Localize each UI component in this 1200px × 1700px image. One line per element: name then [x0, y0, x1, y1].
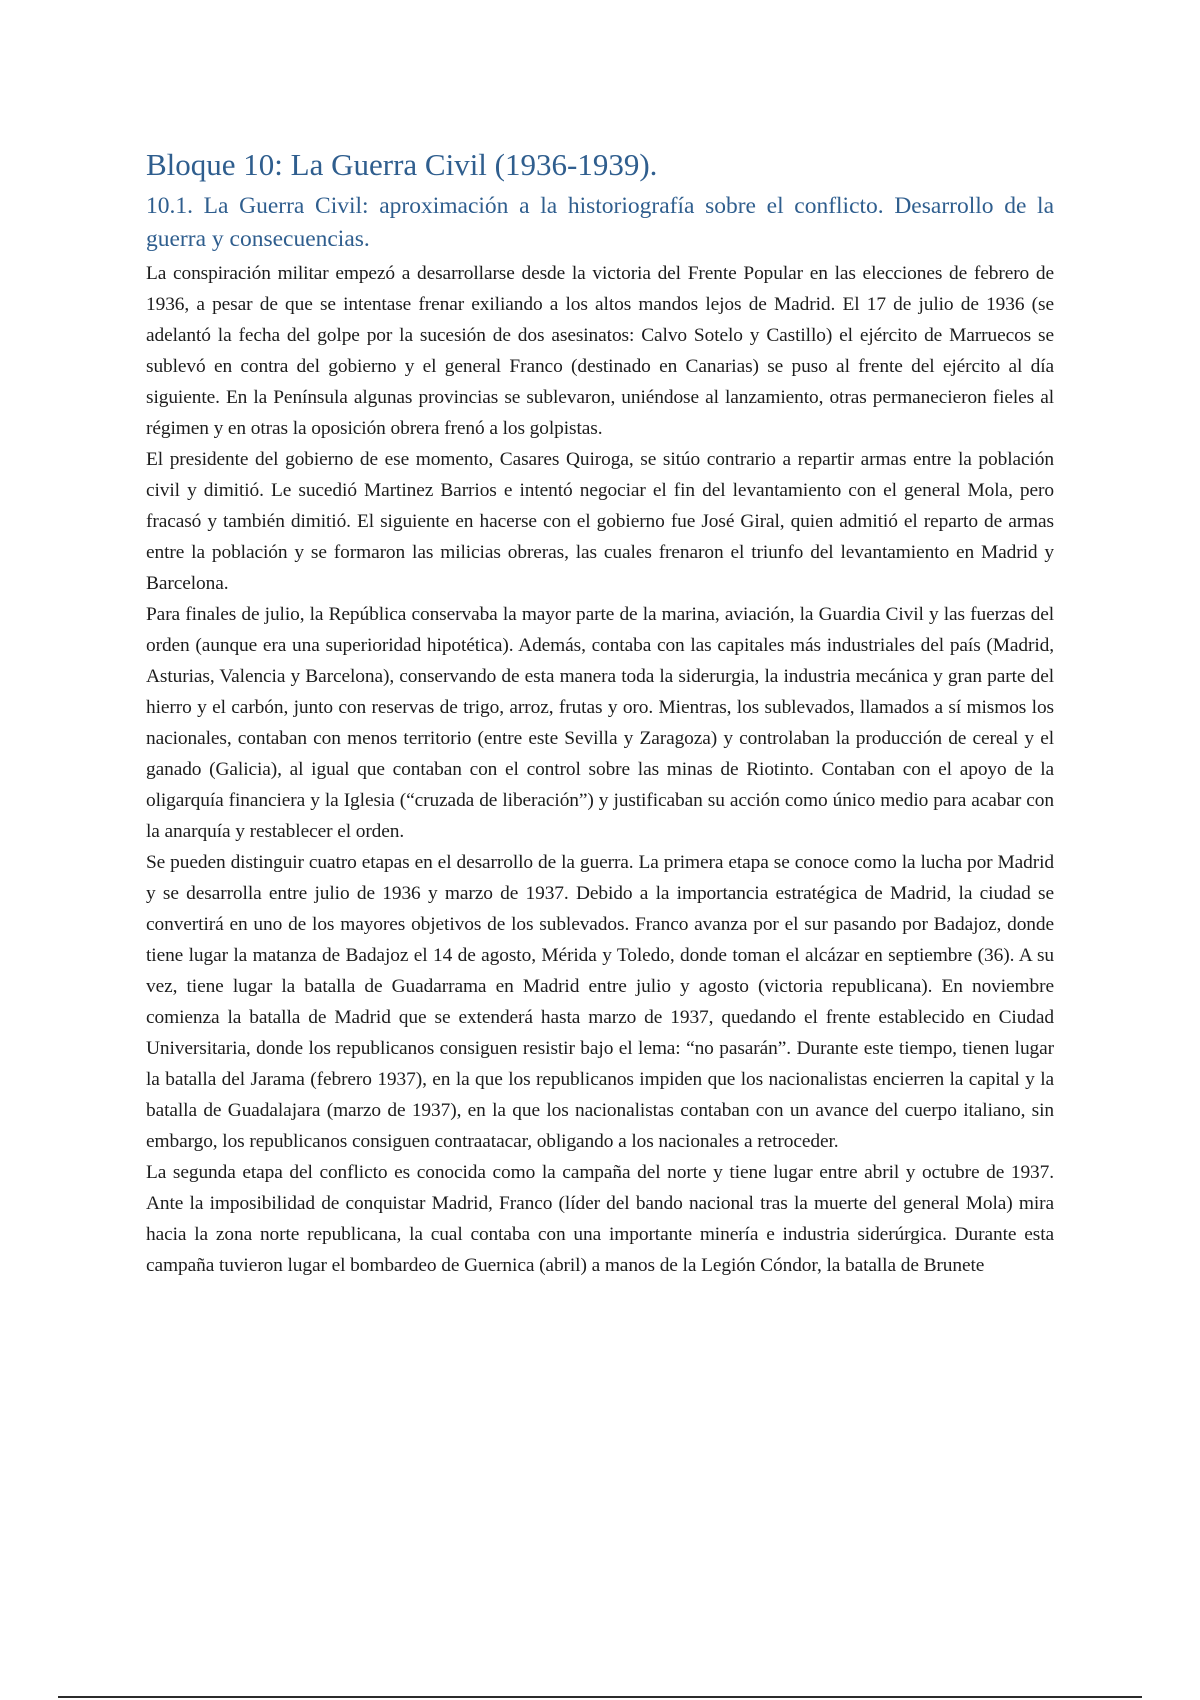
- paragraph-first-stage: Se pueden distinguir cuatro etapas en el desarrollo de la guerra. La primera etapa se conoce como la lucha por Madrid y se desarrolla entre julio de 1936 y marzo de 1937. Debido a la importancia estratégica de Madrid, la ciudad se convertirá en uno de los mayores objetivos de los sublevados. Franco avanza por el sur pasando por Badajoz, donde tiene lugar la matanza de Badajoz el 14 de agosto, Mérida y Toledo, donde toman el alcázar en septiembre (36). A su vez, tiene lugar la batalla de Guadarrama en Madrid entre julio y agosto (victoria republicana). En noviembre comienza la batalla de Madrid que se extenderá hasta marzo de 1937, quedando el frente establecido en Ciudad Universitaria, donde los republicanos consiguen resistir bajo el lema: “no pasarán”. Durante este tiempo, tienen lugar la batalla del Jarama (febrero 1937), en la que los republicanos impiden que los nacionalistas encierren la capital y la batalla de Guadalajara (marzo de 1937), en la que los nacionalistas contaban con un avance del cuerpo italiano, sin embargo, los republicanos consiguen contraatacar, obligando a los nacionales a retroceder.: [146, 852, 1054, 1152]
- paragraph-conspiracy: La conspiración militar empezó a desarrollarse desde la victoria del Frente Popular en las elecciones de febrero de 1936, a pesar de que se intentase frenar exiliando a los altos mandos lejos de Madrid. El 17 de julio de 1936 (se adelantó la fecha del golpe por la sucesión de dos asesinatos: Calvo Sotelo y Castillo) el ejército de Marruecos se sublevó en contra del gobierno y el general Franco (destinado en Canarias) se puso al frente del ejército al día siguiente. En la Península algunas provincias se sublevaron, uniéndose al lanzamiento, otras permanecieron fieles al régimen y en otras la oposición obrera frenó a los golpistas.: [146, 263, 1054, 439]
- paragraph-second-stage: La segunda etapa del conflicto es conocida como la campaña del norte y tiene lugar entre abril y octubre de 1937. Ante la imposibilidad de conquistar Madrid, Franco (líder del bando nacional tras la muerte del general Mola) mira hacia la zona norte republicana, la cual contaba con una importante minería e industria siderúrgica. Durante esta campaña tuvieron lugar el bombardeo de Guernica (abril) a manos de la Legión Cóndor, la batalla de Brunete: [146, 1162, 1054, 1276]
- section-subtitle: 10.1. La Guerra Civil: aproximación a la historiografía sobre el conflicto. Desarrollo de la guerra y consecuencias.: [146, 193, 1054, 252]
- paragraph-resources: Para finales de julio, la República conservaba la mayor parte de la marina, aviación, la Guardia Civil y las fuerzas del orden (aunque era una superioridad hipotética). Además, contaba con las capitales más industriales del país (Madrid, Asturias, Valencia y Barcelona), conservando de esta manera toda la siderurgia, la industria mecánica y gran parte del hierro y el carbón, junto con reservas de trigo, arroz, frutas y oro. Mientras, los sublevados, llamados a sí mismos los nacionales, contaban con menos territorio (entre este Sevilla y Zaragoza) y controlaban la producción de cereal y el ganado (Galicia), al igual que contaban con el control sobre las minas de Riotinto. Contaban con el apoyo de la oligarquía financiera y la Iglesia (“cruzada de liberación”) y justificaban su acción como único medio para acabar con la anarquía y restablecer el orden.: [146, 604, 1054, 842]
- document-title: Bloque 10: La Guerra Civil (1936-1939).: [146, 147, 658, 182]
- document-page: [146, 146, 1054, 1281]
- page-bottom-rule: [58, 1696, 1142, 1698]
- paragraph-government: El presidente del gobierno de ese momento, Casares Quiroga, se sitúo contrario a repartir armas entre la población civil y dimitió. Le sucedió Martinez Barrios e intentó negociar el fin del levantamiento con el general Mola, pero fracasó y también dimitió. El siguiente en hacerse con el gobierno fue José Giral, quien admitió el reparto de armas entre la población y se formaron las milicias obreras, las cuales frenaron el triunfo del levantamiento en Madrid y Barcelona.: [146, 449, 1054, 594]
